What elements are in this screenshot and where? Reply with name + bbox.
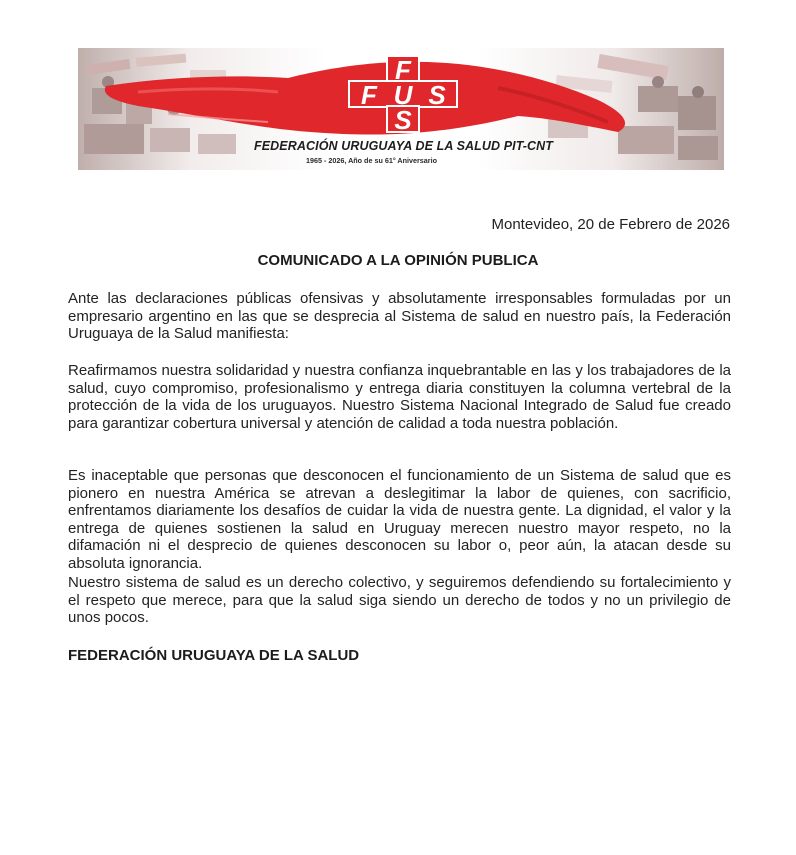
paragraph-closing: Nuestro sistema de salud es un derecho colectivo, y seguiremos defendiendo su fortalecimiento y el respeto que merece, para que la salud siga siendo un derecho de todos y no un privilegio de unos pocos. — [68, 574, 731, 627]
banner-subtitle: 1965 - 2026, Año de su 61° Aniversario — [306, 156, 437, 165]
banner-title: FEDERACIÓN URUGUAYA DE LA SALUD PIT-CNT — [254, 139, 554, 153]
svg-text:U: U — [393, 80, 413, 110]
svg-text:F: F — [395, 55, 411, 85]
document-heading: COMUNICADO A LA OPINIÓN PUBLICA — [257, 252, 539, 269]
document-signature: FEDERACIÓN URUGUAYA DE LA SALUD — [68, 647, 360, 664]
paragraph-solidarity: Reafirmamos nuestra solidaridad y nuestra confianza inquebrantable en las y los trabajadores de la salud, cuyo compromiso, profesionalismo y entrega diaria constituyen la columna vertebral de la protección de la vida de los uruguayos. Nuestro Sistema Nacional Integrado de Salud fue creado para garantizar cobertura universal y atención de calidad a toda nuestra población. — [68, 362, 731, 432]
svg-text:S: S — [394, 105, 412, 135]
paragraph-inacceptable: Es inaceptable que personas que desconocen el funcionamiento de un Sistema de salud que es pionero en nuestra América se atrevan a deslegitimar la labor de quienes, con sacrificio, enfrentamos diariamente los desafíos de cuidar la vida de nuestra gente. La dignidad, el valor y la entrega de quienes sostienen la salud en Uruguay merecen nuestro mayor respeto, no la difamación ni el desprecio de quienes desconocen su labor o, peor aún, la atacan desde su absoluta ignorancia. — [68, 467, 731, 572]
paragraph-intro: Ante las declaraciones públicas ofensivas y absolutamente irresponsables formuladas por un empresario argentino en las que se desprecia al Sistema de salud en nuestro país, la Federación Uruguaya de la Salud manifiesta: — [68, 290, 731, 343]
header-banner — [78, 48, 724, 170]
svg-text:S: S — [428, 80, 446, 110]
document-date: Montevideo, 20 de Febrero de 2026 — [491, 216, 730, 233]
svg-text:F: F — [361, 80, 377, 110]
